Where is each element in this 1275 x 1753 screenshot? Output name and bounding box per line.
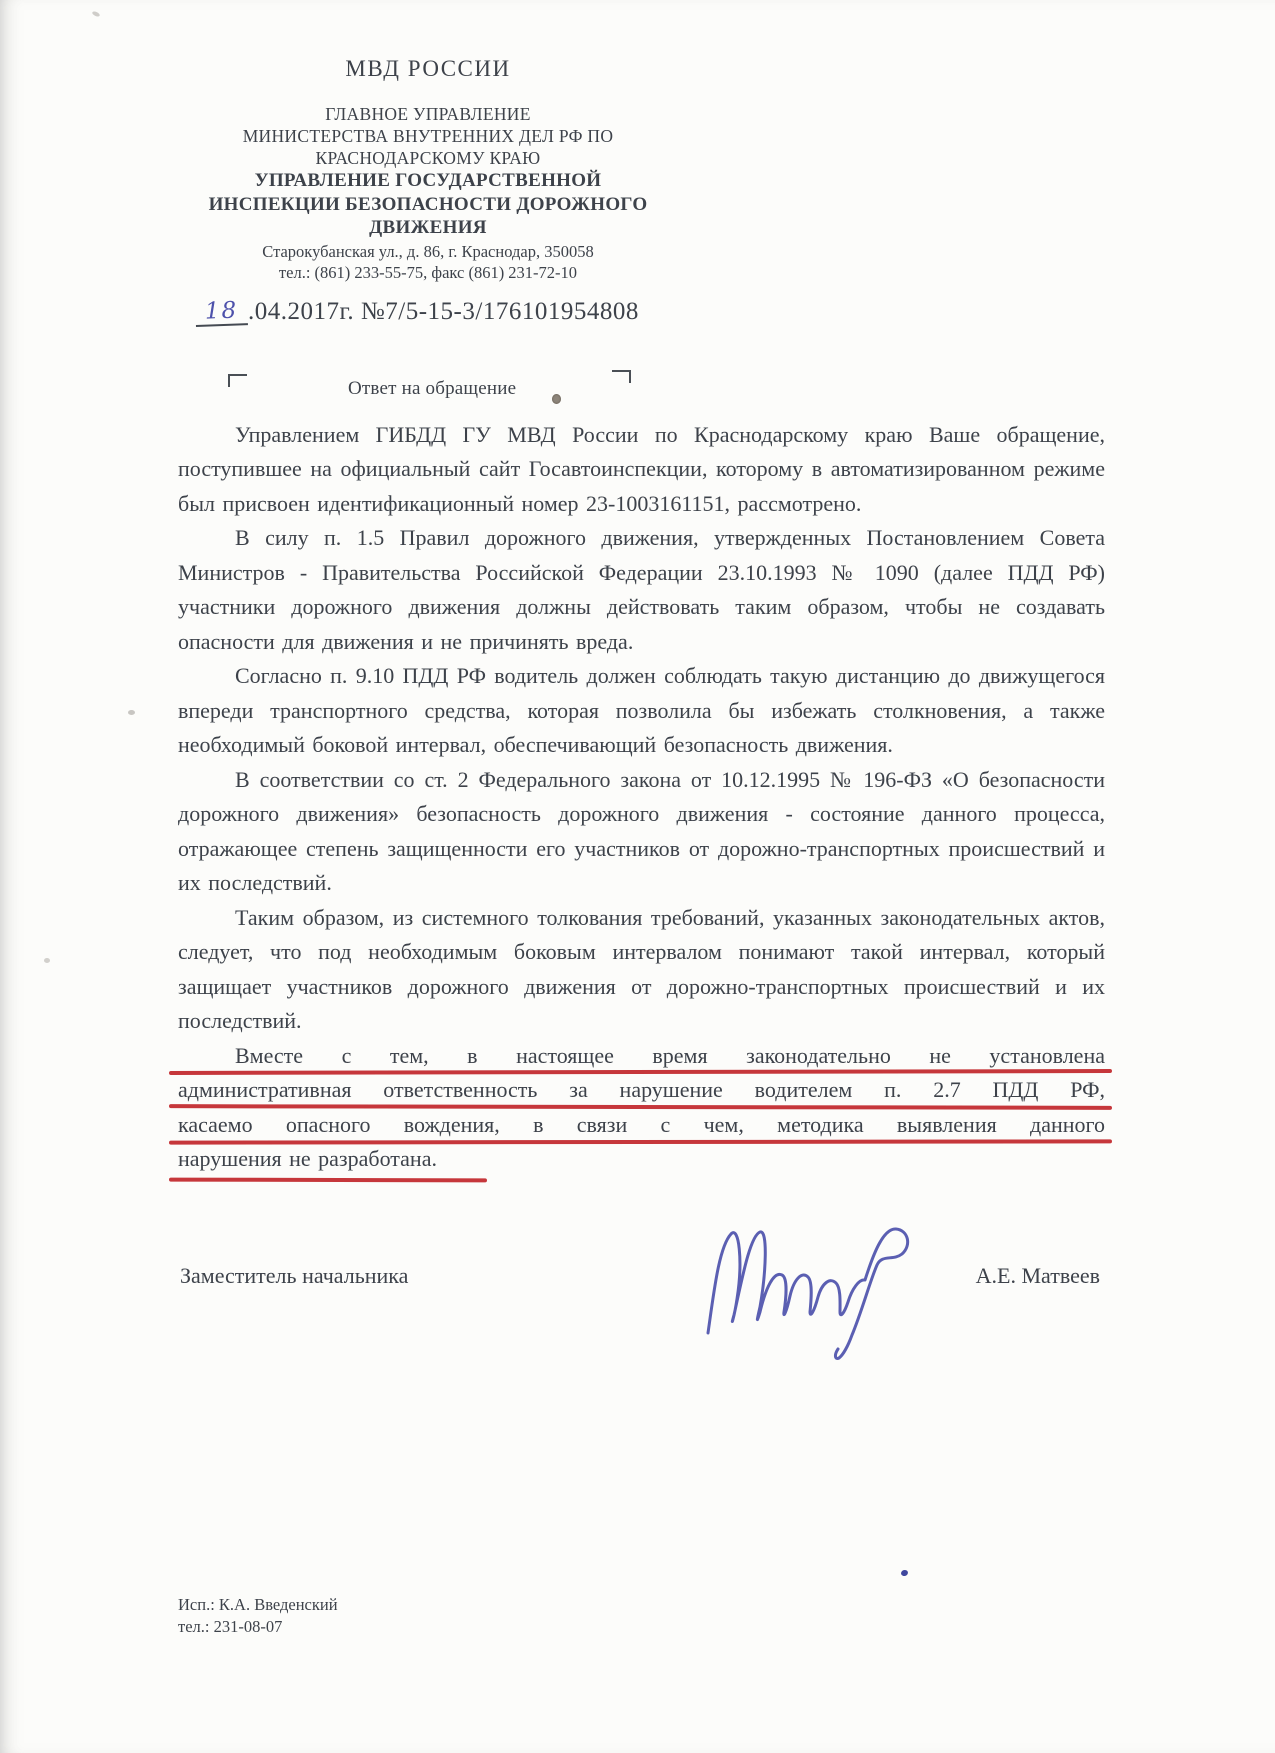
postal-address: Старокубанская ул., д. 86, г. Краснодар, 350058 bbox=[262, 241, 594, 261]
signer-name: А.Е. Матвеев bbox=[975, 1262, 1100, 1288]
fold-mark-right-icon bbox=[612, 370, 631, 383]
signature-block bbox=[180, 1263, 1100, 1289]
division-line: УПРАВЛЕНИЕ ГОСУДАРСТВЕННОЙ bbox=[254, 170, 602, 191]
contact-phone: тел.: (861) 233-55-75, факс (861) 231-72-10 bbox=[278, 262, 578, 282]
executor-name: Исп.: К.А. Введенский bbox=[178, 1595, 338, 1614]
red-underlined-paragraph bbox=[178, 1039, 1105, 1177]
subject-row bbox=[0, 374, 1275, 404]
underlined-line: касаемо опасного вождения, в связи с чем, методика выявления данного bbox=[178, 1108, 1105, 1143]
paragraph: Управлением ГИБДД ГУ МВД России по Краснодарскому краю Ваше обращение, поступившее на официальный сайт Госавтоинспекции, которому в автоматизированном режиме был присвоен идентификационный номер 23-1003161151, рассмотрено. bbox=[178, 421, 1105, 516]
division-line: ИНСПЕКЦИИ БЕЗОПАСНОСТИ ДОРОЖНОГО bbox=[208, 193, 648, 215]
ink-dot bbox=[900, 1569, 909, 1577]
division-block bbox=[118, 169, 738, 240]
fold-mark-left-icon bbox=[228, 374, 247, 387]
signer-position: Заместитель начальника bbox=[180, 1262, 409, 1288]
handwritten-signature bbox=[692, 1219, 942, 1371]
executor-phone: тел.: 231-08-07 bbox=[178, 1616, 283, 1636]
handwritten-day: 18 bbox=[195, 297, 248, 327]
executor-footer bbox=[178, 1594, 338, 1637]
scan-speck bbox=[44, 958, 50, 963]
organization-name: МВД РОССИИ bbox=[345, 56, 511, 81]
department-line: КРАСНОДАРСКОМУ КРАЮ bbox=[315, 148, 541, 168]
division-line: ДВИЖЕНИЯ bbox=[369, 217, 487, 238]
paragraph: В силу п. 1.5 Правил дорожного движения, утвержденных Постановлением Совета Министров - Правительства Российской Федерации 23.10.1993 № 1090 (далее ПДД РФ) участники дорожного движения должны действовать таким образом, чтобы не создавать опасности для движения и не причинять вреда. bbox=[178, 525, 1105, 654]
department-line: ГЛАВНОЕ УПРАВЛЕНИЕ bbox=[325, 104, 531, 124]
department-block bbox=[118, 103, 738, 169]
scan-speck bbox=[128, 710, 135, 715]
underlined-line: Вместе с тем, в настоящее время законодательно не установлена bbox=[178, 1039, 1105, 1074]
letter-body bbox=[178, 418, 1105, 1177]
paragraph: Согласно п. 9.10 ПДД РФ водитель должен соблюдать такую дистанцию до движущегося впереди транспортного средства, которая позволила бы избежать столкновения, а также необходимый боковой интервал, обеспечивающий безопасность движения. bbox=[178, 663, 1105, 757]
reference-line bbox=[196, 298, 1275, 334]
subject-title: Ответ на обращение bbox=[348, 377, 517, 399]
scan-speck bbox=[552, 394, 561, 404]
paragraph: В соответствии со ст. 2 Федерального закона от 10.12.1995 № 196-ФЗ «О безопасности дорожного движения» безопасность дорожного движения - состояние данного процесса, отражающее степень защищенности его участников от дорожно-транспортных происшествий и их последствий. bbox=[178, 766, 1105, 895]
outgoing-number: .04.2017г. №7/5-15-3/176101954808 bbox=[248, 297, 639, 325]
scan-speck bbox=[92, 11, 101, 18]
underlined-line: административная ответственность за нарушение водителем п. 2.7 ПДД РФ, bbox=[178, 1073, 1105, 1108]
underlined-line: нарушения не разработана. bbox=[178, 1142, 1105, 1177]
letterhead bbox=[118, 0, 738, 283]
department-line: МИНИСТЕРСТВА ВНУТРЕННИХ ДЕЛ РФ ПО bbox=[242, 126, 614, 146]
paragraph: Таким образом, из системного толкования требований, указанных законодательных актов, следует, что под необходимым боковым интервалом понимают такой интервал, который защищает участников дорожного движения от дорожно-транспортных происшествий и их последствий. bbox=[178, 904, 1105, 1033]
